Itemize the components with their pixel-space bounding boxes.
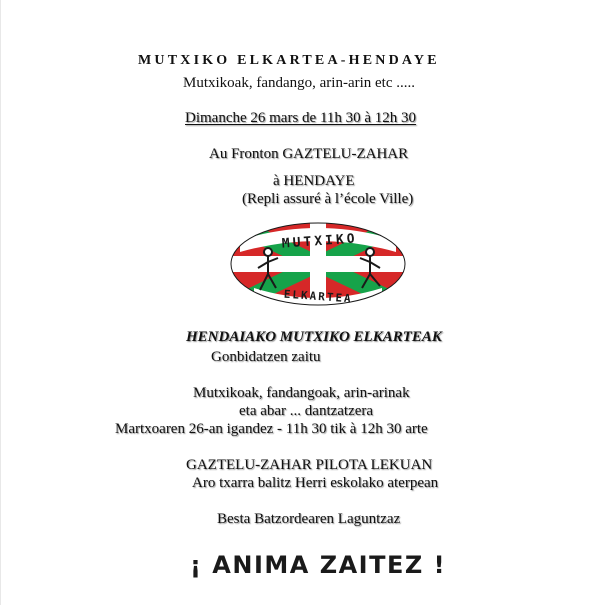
- dances-text: Mutxikoak, fandangoak, arin-arinak: [193, 385, 410, 401]
- logo-bottom-text: ELKARTEA: [283, 287, 354, 306]
- slogan: ¡ ANIMA ZAITEZ !: [190, 551, 447, 579]
- logo-top-text: MUTXIKO: [281, 231, 359, 252]
- flyer-subtitle: Mutxikoak, fandango, arin-arin etc .....: [183, 75, 416, 91]
- when-text: Martxoaren 26-an igandez - 11h 30 tik à 12h 30 arte: [115, 421, 428, 437]
- invite-text: Gonbidatzen zaitu: [211, 349, 321, 365]
- etc-text: eta abar ... dantzatzera: [239, 403, 374, 419]
- event-venue: Au Fronton GAZTELU-ZAHAR: [209, 146, 409, 162]
- association-name: HENDAIAKO MUTXIKO ELKARTEAK: [186, 329, 442, 345]
- event-date: Dimanche 26 mars de 11h 30 à 12h 30: [185, 110, 417, 126]
- rain-text: Aro txarra balitz Herri eskolako aterpean: [192, 475, 439, 491]
- event-fallback: (Repli assuré à l’école Ville): [242, 191, 414, 207]
- event-city: à HENDAYE: [273, 173, 355, 189]
- flyer-title: MUTXIKO ELKARTEA-HENDAYE: [138, 53, 440, 68]
- page-edge: [0, 0, 1, 605]
- sponsor-text: Besta Batzordearen Laguntzaz: [217, 511, 401, 527]
- where-text: GAZTELU-ZAHAR PILOTA LEKUAN: [186, 457, 433, 473]
- mutxiko-logo: [230, 222, 406, 306]
